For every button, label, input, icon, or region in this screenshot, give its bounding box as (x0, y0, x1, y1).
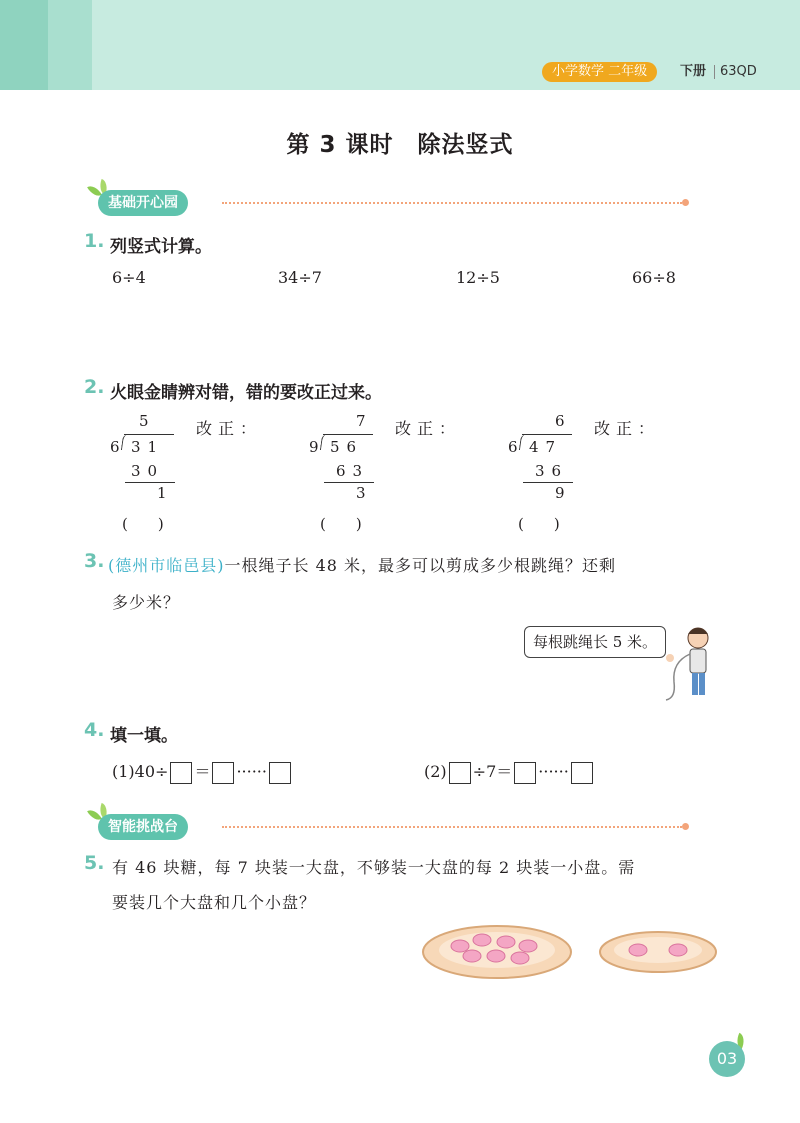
correction-label: 改正： (395, 419, 462, 438)
big-plate-candies-illustration (420, 920, 575, 982)
remainder: 1 (157, 484, 174, 502)
question-number: 2. (84, 376, 105, 398)
section-divider-dot (682, 823, 689, 830)
header-stripe (0, 0, 48, 90)
division-bar (522, 434, 572, 435)
question-text (108, 553, 616, 576)
answer-box[interactable] (269, 762, 291, 784)
quotient: 6 (555, 412, 572, 430)
product: 30 (131, 462, 165, 480)
section-tab-basic: 基础开心园 (98, 190, 188, 216)
division-bar (323, 434, 373, 435)
divide-seven: ÷7＝ (472, 762, 513, 781)
question-number: 4. (84, 719, 105, 741)
dividend: 47 (529, 438, 563, 456)
dividend: 31 (131, 438, 165, 456)
expression: 66÷8 (632, 268, 676, 287)
volume-label: 下册 (680, 64, 707, 79)
divisor: 9 (309, 438, 326, 456)
remainder: 9 (555, 484, 572, 502)
expression: 6÷4 (112, 268, 146, 287)
question-number: 3. (84, 550, 105, 572)
page-title: 第 3 课时 除法竖式 (286, 132, 514, 158)
question-source: (德州市临邑县) (108, 556, 225, 575)
question-text: 填一填。 (110, 726, 178, 746)
quotient: 5 (139, 412, 156, 430)
divider (714, 65, 715, 79)
divisor: 6 (110, 438, 127, 456)
answer-paren: ( ) (518, 515, 560, 533)
division-bar (124, 434, 174, 435)
correction-label: 改正： (594, 419, 661, 438)
answer-box[interactable] (449, 762, 471, 784)
page-number: 03 (709, 1041, 745, 1077)
equals-sign: ＝ (194, 762, 211, 781)
subtraction-bar (125, 482, 175, 483)
question-text: 火眼金睛辨对错，错的要改正过来。 (110, 383, 382, 403)
expression: 34÷7 (278, 268, 322, 287)
answer-box[interactable] (514, 762, 536, 784)
question-text-line: 一根绳子长 48 米，最多可以剪成多少根跳绳？还剩 (224, 556, 617, 575)
answer-box[interactable] (170, 762, 192, 784)
fill-label: (2) (424, 762, 447, 781)
subject-badge: 小学数学 二年级 (542, 62, 657, 82)
product: 36 (535, 462, 569, 480)
correction-label: 改正： (196, 419, 263, 438)
speech-bubble: 每根跳绳长 5 米。 (524, 626, 666, 658)
expression: 12÷5 (456, 268, 500, 287)
header-stripe (48, 0, 92, 90)
fill-blank-2 (424, 760, 595, 784)
fill-label: (1)40÷ (112, 762, 169, 781)
answer-box[interactable] (212, 762, 234, 784)
question-text-line: 有 46 块糖，每 7 块装一大盘，不够装一大盘的每 2 块装一小盘。需 (112, 858, 636, 877)
answer-paren: ( ) (122, 515, 164, 533)
answer-paren: ( ) (320, 515, 362, 533)
fill-blank-1 (112, 760, 293, 784)
question-text: 列竖式计算。 (110, 237, 212, 257)
dividend: 56 (330, 438, 364, 456)
section-tab-challenge: 智能挑战台 (98, 814, 188, 840)
section-divider (222, 202, 682, 204)
remainder-dots: ······ (236, 762, 267, 781)
subtraction-bar (523, 482, 573, 483)
divisor: 6 (508, 438, 525, 456)
question-number: 5. (84, 852, 105, 874)
answer-box[interactable] (571, 762, 593, 784)
product: 63 (336, 462, 370, 480)
question-number: 1. (84, 230, 105, 252)
section-divider (222, 826, 682, 828)
remainder-dots: ······ (538, 762, 569, 781)
small-plate-candies-illustration (598, 928, 718, 976)
page-header (0, 0, 800, 90)
subtraction-bar (324, 482, 374, 483)
book-code: 63QD (720, 64, 757, 79)
question-text-line: 要装几个大盘和几个小盘？ (112, 893, 317, 912)
question-text-line: 多少米？ (112, 593, 181, 612)
section-divider-dot (682, 199, 689, 206)
quotient: 7 (356, 412, 373, 430)
remainder: 3 (356, 484, 373, 502)
boy-illustration (662, 622, 722, 704)
